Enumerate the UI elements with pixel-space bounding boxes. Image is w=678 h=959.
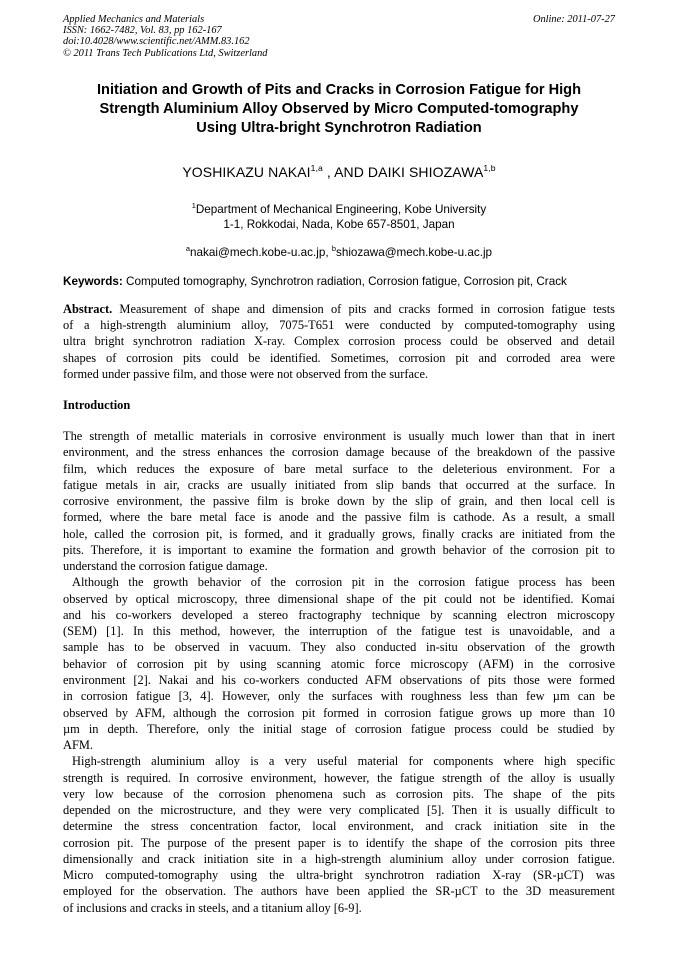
body-line: environment, and the stress enhances the corrosion damage because of the breakdown of the passive bbox=[63, 445, 615, 460]
email-link[interactable]: shiozawa@mech.kobe-u.ac.jp bbox=[335, 246, 493, 259]
body-line: employed for the observation. The authors have been applied the SR-µCT to the 3D measurement bbox=[63, 884, 615, 899]
body-line: sample has to be observed in vacuum. They also conducted in-situ observation of the growth bbox=[63, 640, 615, 655]
doi-line: doi:10.4028/www.scientific.net/AMM.83.162 bbox=[63, 36, 250, 48]
body-line: behavior of corrosion pit by using scanning atomic force microscopy (AFM) in the corrosive bbox=[63, 656, 615, 671]
abstract bbox=[63, 301, 615, 382]
online-date: Online: 2011-07-27 bbox=[532, 14, 615, 25]
abstract-line: ultra bright synchrotron radiation X-ray. Complex corrosion process could be observed and detail bbox=[63, 334, 615, 349]
section-heading: Introduction bbox=[63, 398, 131, 412]
author-list bbox=[63, 163, 615, 181]
body-line: pits. Therefore, it is important to examine the formation and growth behavior of the corrosion pit to bbox=[63, 542, 615, 557]
body-line: AFM. bbox=[63, 738, 93, 753]
affiliation-line bbox=[63, 202, 615, 217]
body-line: Although the growth behavior of the corrosion pit in the corrosion fatigue process has been bbox=[72, 575, 615, 590]
author-emails bbox=[63, 245, 615, 260]
body-line: (SEM) [1]. In this method, however, the interruption of the fatigue test is unavoidable, and a bbox=[63, 624, 615, 639]
introduction-body bbox=[63, 428, 615, 916]
abstract-text: Measurement of shape and dimension of pits and cracks formed in corrosion fatigue tests bbox=[112, 302, 615, 316]
body-line: µm in depth. Therefore, only the initial stage of corrosion fatigue process could be studied by bbox=[63, 721, 615, 736]
keywords-text: Computed tomography, Synchrotron radiation, Corrosion fatigue, Corrosion pit, Crack bbox=[122, 275, 567, 288]
paper-title bbox=[63, 81, 615, 137]
title-line: Strength Aluminium Alloy Observed by Micro Computed-tomography bbox=[99, 100, 579, 117]
journal-header bbox=[63, 14, 615, 59]
issn-line: ISSN: 1662-7482, Vol. 83, pp 162-167 bbox=[63, 25, 222, 37]
affiliation-address: 1-1, Rokkodai, Nada, Kobe 657-8501, Japan bbox=[223, 218, 455, 231]
body-line: very low because of the corrosion phenomena such as corrosion pits. The shape of the pits bbox=[63, 786, 615, 801]
body-line: environment [2]. Nakai and his co-workers conducted AFM observations of pits those were formed bbox=[63, 672, 615, 687]
abstract-line: formed under passive film, and those were not observed from the surface. bbox=[63, 366, 429, 381]
body-line: understand the corrosion fatigue damage. bbox=[63, 559, 268, 574]
body-line: hole, called the corrosion pit, is formed, and it gradually grows, finally cracks are initiated from the bbox=[63, 526, 615, 541]
body-line: corrosion pit. The purpose of the present paper is to identify the shape of the corrosion pits three bbox=[63, 835, 615, 850]
journal-name: Applied Mechanics and Materials bbox=[63, 14, 205, 25]
abstract-line bbox=[63, 301, 615, 317]
affiliation-superscript: 1 bbox=[191, 201, 196, 210]
author-name: YOSHIKAZU NAKAI bbox=[182, 164, 311, 180]
body-line: and his co-workers developed a stereo fractography technique by scanning electron microscopy bbox=[63, 607, 615, 622]
abstract-line: shapes of corrosion pits could be identified. Sometimes, corrosion pit and corroded area were bbox=[63, 350, 615, 365]
body-line: High-strength aluminium alloy is a very useful material for components where high specific bbox=[72, 754, 615, 769]
body-line: of inclusions and cracks in steels, and a titanium alloy [6-9]. bbox=[63, 900, 362, 915]
author-superscript: 1,b bbox=[483, 163, 496, 173]
email-superscript: a bbox=[185, 244, 191, 253]
body-line: Micro computed-tomography using the ultra-bright synchrotron radiation X-ray (SR-µCT) was bbox=[63, 868, 615, 883]
body-line: formed, where the bare metal face is anode and the passive film is cathode. As a result, a small bbox=[63, 510, 615, 525]
body-line: observed by AFM, although the corrosion pit formed in corrosion fatigue grows up more than 10 bbox=[63, 705, 615, 720]
body-line: depended on the microstructure, and they were very complicated [5]. Then it is usually difficult to bbox=[63, 803, 615, 818]
abstract-label: Abstract. bbox=[63, 302, 113, 316]
affiliation-text: Department of Mechanical Engineering, Kobe University bbox=[195, 203, 487, 216]
body-line: film, which reduces the exposure of bare metal surface to the deleterious environment. For a bbox=[63, 461, 615, 476]
body-line: The strength of metallic materials in corrosive environment is usually much lower than that in inert bbox=[63, 429, 615, 443]
email-link[interactable]: nakai@mech.kobe-u.ac.jp, bbox=[190, 246, 332, 259]
copyright-line: © 2011 Trans Tech Publications Ltd, Switzerland bbox=[63, 47, 268, 59]
body-line: dimensionally and crack initiation site in a high-strength aluminium alloy under corrosion fatigue. bbox=[63, 851, 615, 866]
title-line: Using Ultra-bright Synchrotron Radiation bbox=[196, 119, 482, 136]
author-separator: , AND DAIKI SHIOZAWA bbox=[322, 164, 484, 180]
email-superscript: b bbox=[331, 244, 336, 253]
affiliation bbox=[63, 202, 615, 232]
author-superscript: 1,a bbox=[310, 163, 323, 173]
abstract-line: of a high-strength aluminium alloy, 7075-T651 were conducted by computed-tomography using bbox=[63, 318, 615, 333]
keywords bbox=[63, 274, 623, 289]
body-line: corrosive environment, the passive film is broke down by the slip of grain, and then local cell is bbox=[63, 494, 615, 509]
keywords-label: Keywords: bbox=[63, 275, 123, 288]
body-line: strength is required. In corrosive environment, however, the fatigue strength of the alloy is usually bbox=[63, 770, 615, 785]
body-line: in corrosion fatigue [3, 4]. However, only the surfaces with roughness less than few µm can be bbox=[63, 689, 615, 704]
body-line: observed by optical microscopy, three dimensional shape of the pit could not be identified. Komai bbox=[63, 591, 615, 606]
body-line: fatigue metals in air, cracks are usually initiated from slip bands that occurred at the surface. In bbox=[63, 477, 615, 492]
body-line: determine the stress concentration factor, local environment, and crack initiation site in the bbox=[63, 819, 615, 834]
title-line: Initiation and Growth of Pits and Cracks in Corrosion Fatigue for High bbox=[96, 82, 582, 98]
